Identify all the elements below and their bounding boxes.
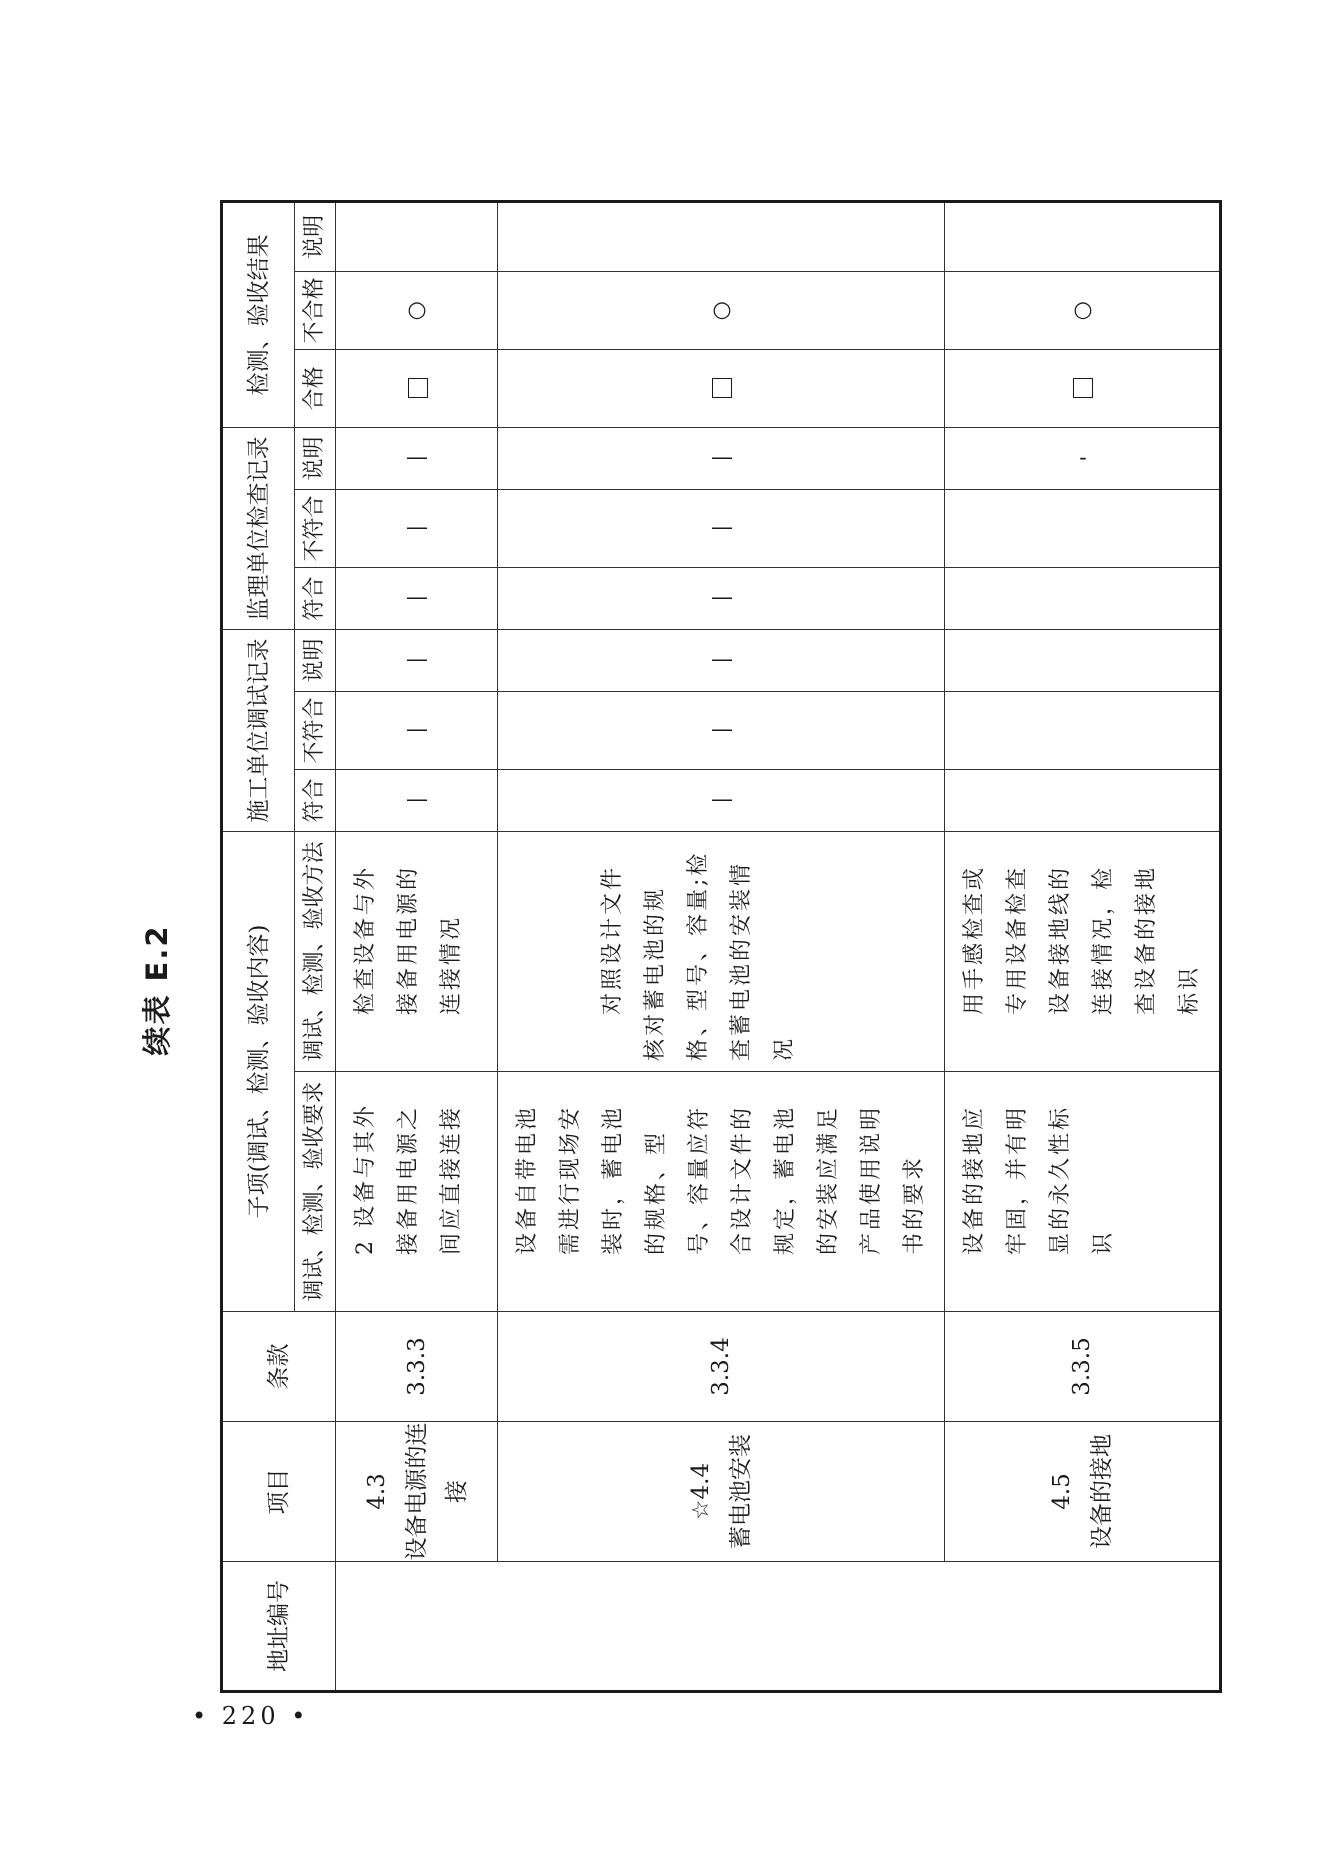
cons-remark-cell — [945, 629, 1221, 691]
cons-nonconform-cell: — — [336, 691, 498, 769]
page-number: • 220 • — [192, 1702, 310, 1730]
header-requirement: 调试、检测、验收要求 — [295, 1072, 336, 1312]
table-row — [498, 201, 945, 1691]
header-unqualified: 不合格 — [295, 271, 336, 349]
sup-remark-cell: — — [498, 427, 945, 489]
sup-remark-cell: - — [945, 427, 1221, 489]
header-result: 检测、验收结果 — [222, 201, 295, 427]
header-supervision: 监理单位检查记录 — [222, 427, 295, 629]
header-cons-remark: 说明 — [295, 629, 336, 691]
header-sub-item: 子项(调试、检测、验收内容) — [222, 831, 295, 1311]
inspection-table — [220, 200, 1222, 1693]
item-cell: 4.3 设备电源的连接 — [336, 1422, 498, 1562]
header-method: 调试、检测、验收方法 — [295, 831, 336, 1071]
method-cell: 用手感检查或专用设备检查设备接地线的连接情况，检查设备的接地标识 — [945, 831, 1221, 1071]
table-row — [336, 201, 498, 1691]
unqualified-option[interactable]: ○ — [498, 271, 945, 349]
sup-remark-cell: — — [336, 427, 498, 489]
cons-conform-cell: — — [336, 769, 498, 831]
result-remark-cell — [945, 201, 1221, 271]
cons-conform-cell: — — [498, 769, 945, 831]
result-remark-cell — [336, 201, 498, 271]
address-cell — [336, 1562, 1221, 1692]
unqualified-option[interactable]: ○ — [945, 271, 1221, 349]
header-cons-nonconform: 不符合 — [295, 691, 336, 769]
item-cell: ☆4.4 蓄电池安装 — [498, 1422, 945, 1562]
header-sup-remark: 说明 — [295, 427, 336, 489]
header-result-remark: 说明 — [295, 201, 336, 271]
requirement-cell: 设备的接地应牢固，并有明显的永久性标识 — [945, 1072, 1221, 1312]
header-cons-conform: 符合 — [295, 769, 336, 831]
sup-nonconform-cell: — — [336, 489, 498, 567]
header-sup-conform: 符合 — [295, 567, 336, 629]
requirement-cell: 设备自带电池需进行现场安装时，蓄电池的规格、型号、容量应符合设计文件的规定，蓄电池的安装应满足产品使用说明书的要求 — [498, 1072, 945, 1312]
method-cell: 对照设计文件核对蓄电池的规格、型号、容量;检查蓄电池的安装情况 — [498, 831, 945, 1071]
cons-remark-cell: — — [498, 629, 945, 691]
cons-conform-cell — [945, 769, 1221, 831]
sup-nonconform-cell: — — [498, 489, 945, 567]
clause-cell: 3.3.3 — [336, 1312, 498, 1422]
page-title: 续表 E.2 — [140, 924, 174, 1056]
table-row — [945, 201, 1221, 1691]
qualified-checkbox[interactable] — [498, 349, 945, 427]
clause-cell: 3.3.5 — [945, 1312, 1221, 1422]
sup-conform-cell: — — [498, 567, 945, 629]
cons-nonconform-cell: — — [498, 691, 945, 769]
header-qualified: 合格 — [295, 349, 336, 427]
cons-nonconform-cell — [945, 691, 1221, 769]
unqualified-option[interactable]: ○ — [336, 271, 498, 349]
header-sup-nonconform: 不符合 — [295, 489, 336, 567]
clause-cell: 3.3.4 — [498, 1312, 945, 1422]
method-cell: 检查设备与外接备用电源的连接情况 — [336, 831, 498, 1071]
result-remark-cell — [498, 201, 945, 271]
header-address: 地址编号 — [222, 1562, 336, 1692]
qualified-checkbox[interactable] — [945, 349, 1221, 427]
sup-conform-cell — [945, 567, 1221, 629]
header-item: 项目 — [222, 1422, 336, 1562]
requirement-cell: 2 设备与其外接备用电源之间应直接连接 — [336, 1072, 498, 1312]
qualified-checkbox[interactable] — [336, 349, 498, 427]
table-container — [220, 203, 1202, 1693]
header-construction: 施工单位调试记录 — [222, 629, 295, 831]
sup-nonconform-cell — [945, 489, 1221, 567]
sup-conform-cell: — — [336, 567, 498, 629]
cons-remark-cell: — — [336, 629, 498, 691]
item-cell: 4.5 设备的接地 — [945, 1422, 1221, 1562]
header-clause: 条款 — [222, 1312, 336, 1422]
